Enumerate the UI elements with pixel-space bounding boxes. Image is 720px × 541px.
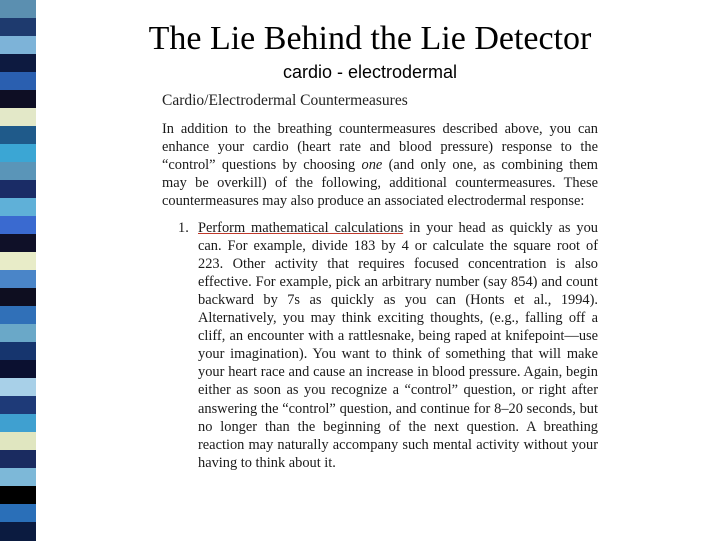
stripe-square [0, 144, 36, 163]
stripe-square [0, 504, 36, 523]
intro-paragraph [162, 120, 598, 210]
stripe-square [0, 54, 36, 73]
stripe-square [0, 270, 36, 289]
stripe-square [0, 306, 36, 325]
stripe-square [0, 522, 36, 541]
intro-text-b: (and only one, as combining them may be overkill) of the following, additional countermeasures. These countermeasures may also produce an associated electrodermal response: [162, 157, 598, 210]
stripe-square [0, 198, 36, 217]
scanned-book-excerpt [158, 92, 598, 532]
underlined-phrase: Perform mathematical calculations [198, 219, 404, 236]
stripe-square [0, 360, 36, 379]
list-item-number: 1. [178, 219, 189, 236]
stripe-square [0, 432, 36, 451]
stripe-square [0, 468, 36, 487]
stripe-square [0, 90, 36, 109]
stripe-square [0, 450, 36, 469]
stripe-square [0, 324, 36, 343]
stripe-square [0, 486, 36, 505]
excerpt-heading: Cardio/Electrodermal Countermeasures [162, 92, 408, 109]
stripe-square [0, 252, 36, 271]
stripe-square [0, 234, 36, 253]
slide-subtitle: cardio - electrodermal [282, 62, 458, 82]
stripe-square [0, 396, 36, 415]
stripe-square [0, 18, 36, 37]
stripe-square [0, 288, 36, 307]
stripe-square [0, 216, 36, 235]
intro-text-a: In addition to the breathing countermeasures described above, you can enhance your cardio (heart rate and blood pressure) response to the “control” questions by choosing [162, 121, 598, 174]
stripe-square [0, 108, 36, 127]
stripe-square [0, 36, 36, 55]
stripe-square [0, 72, 36, 91]
intro-emphasis: one [361, 157, 383, 174]
stripe-square [0, 0, 36, 19]
slide-title: The Lie Behind the Lie Detector [148, 20, 592, 57]
stripe-square [0, 180, 36, 199]
stripe-square [0, 342, 36, 361]
stripe-square [0, 126, 36, 145]
stripe-square [0, 414, 36, 433]
list-item-text: in your head as quickly as you can. For example, divide 183 by 4 or calculate the square root of 223. Other activity that requires focused concentration is also effective. For example, pick an arbitrary number (say 854) and count backward by 7s as quickly as you can (Honts et al., 1994). Alternatively, you may think exciting thoughts, (e.g., falling off a cliff, an encounter with a rattlesnake, being raped at knifepoint—use your imagination). You want to think of something that will make your heart race and cause an increase in blood pressure. Again, begin either as soon as you recognize a “control” question, or right after answering the “control” question, and continue for 8–20 seconds, but no longer than the beginning of the next question. A breathing reaction may naturally accompany such mental activity without your having to think about it. [198, 219, 598, 471]
stripe-square [0, 162, 36, 181]
list-item [158, 219, 598, 472]
stripe-square [0, 378, 36, 397]
decorative-stripe-bar [0, 0, 68, 540]
